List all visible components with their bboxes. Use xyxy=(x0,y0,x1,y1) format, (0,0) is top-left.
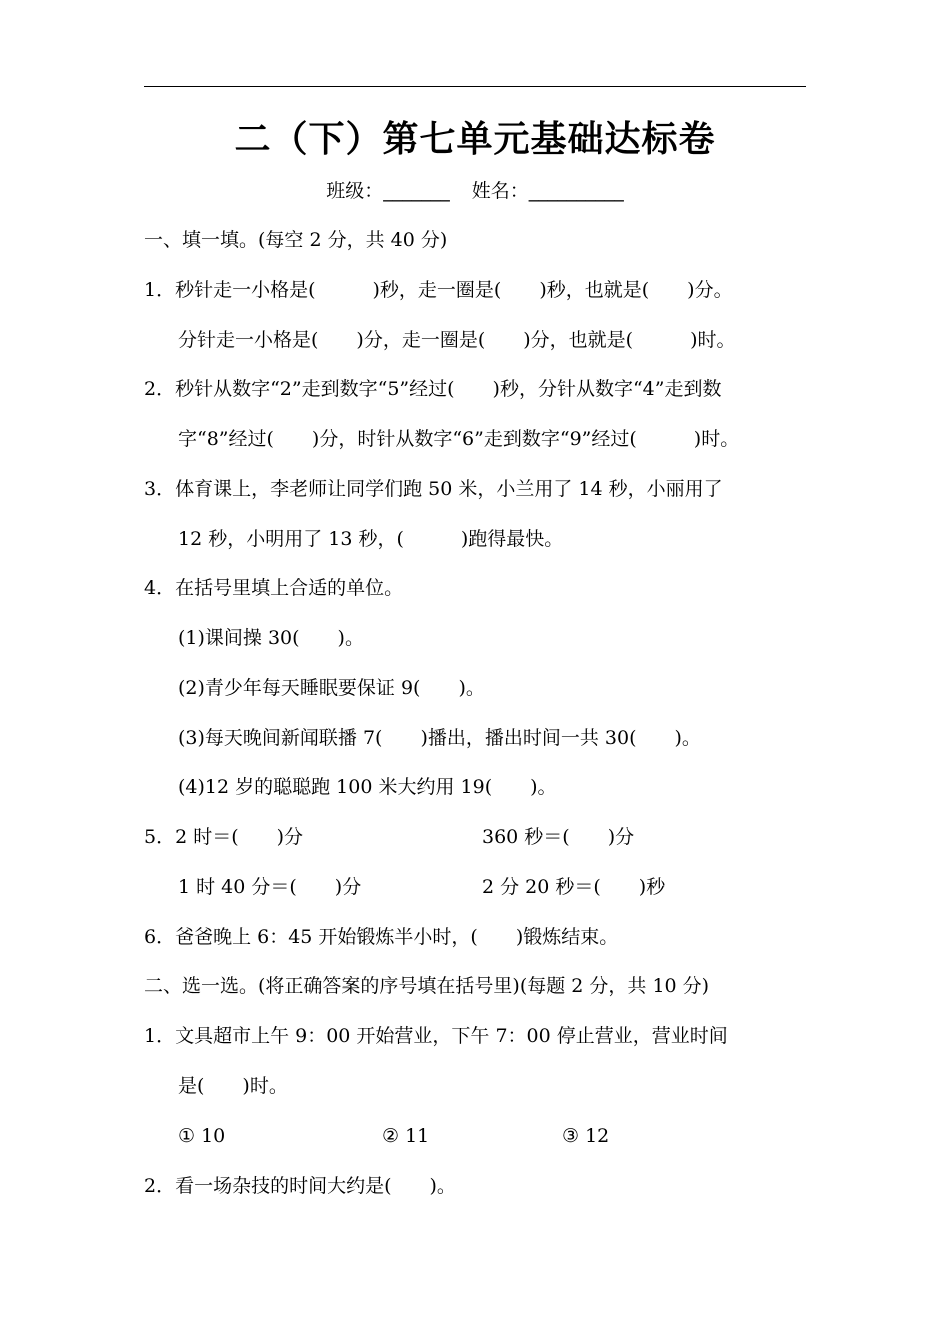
question-4-item-3: (3)每天晚间新闻联播 7( )播出，播出时间一共 30( )。 xyxy=(178,727,701,749)
choice-question-2-line-1: 2．看一场杂技的时间大约是( )。 xyxy=(144,1175,456,1197)
question-6: 6．爸爸晚上 6：45 开始锻炼半小时，( )锻炼结束。 xyxy=(144,926,619,948)
question-4-item-4: (4)12 岁的聪聪跑 100 米大约用 19( )。 xyxy=(178,776,557,798)
question-5-item-4: 2 分 20 秒＝( )秒 xyxy=(482,876,666,898)
question-5-item-1: 5．2 时＝( )分 xyxy=(144,826,304,848)
question-3-line-1: 3．体育课上，李老师让同学们跑 50 米，小兰用了 14 秒，小丽用了 xyxy=(144,478,723,500)
choice-option-3: ③ 12 xyxy=(562,1125,610,1147)
name-field: 姓名：__________ xyxy=(471,180,624,202)
question-2-line-1: 2．秒针从数字“2”走到数字“5”经过( )秒，分针从数字“4”走到数 xyxy=(144,378,722,400)
choice-question-1-line-1: 1．文具超市上午 9：00 开始营业，下午 7：00 停止营业，营业时间 xyxy=(144,1025,728,1047)
choice-option-2: ② 11 xyxy=(382,1125,430,1147)
choice-option-1: ① 10 xyxy=(178,1125,226,1147)
page-title: 二（下）第七单元基础达标卷 xyxy=(234,119,716,160)
question-5-item-2: 360 秒＝( )分 xyxy=(482,826,635,848)
student-info xyxy=(0,176,950,206)
section2-heading: 二、选一选。(将正确答案的序号填在括号里)(每题 2 分，共 10 分) xyxy=(144,975,710,997)
question-1-line-2: 分针走一小格是( )分，走一圈是( )分，也就是( )时。 xyxy=(178,329,736,351)
section1-heading: 一、填一填。(每空 2 分，共 40 分) xyxy=(144,229,448,251)
question-1-line-1: 1．秒针走一小格是( )秒，走一圈是( )秒，也就是( )分。 xyxy=(144,279,733,301)
question-4-item-1: (1)课间操 30( )。 xyxy=(178,627,364,649)
question-4-line-1: 4．在括号里填上合适的单位。 xyxy=(144,577,404,599)
question-5-item-3: 1 时 40 分＝( )分 xyxy=(178,876,362,898)
question-3-line-2: 12 秒，小明用了 13 秒，( )跑得最快。 xyxy=(178,528,564,550)
class-field: 班级：_______ xyxy=(326,180,450,202)
question-4-item-2: (2)青少年每天睡眠要保证 9( )。 xyxy=(178,677,485,699)
choice-question-1-line-2: 是( )时。 xyxy=(178,1075,288,1097)
question-2-line-2: 字“8”经过( )分，时针从数字“6”走到数字“9”经过( )时。 xyxy=(178,428,740,450)
header-rule xyxy=(144,86,806,87)
